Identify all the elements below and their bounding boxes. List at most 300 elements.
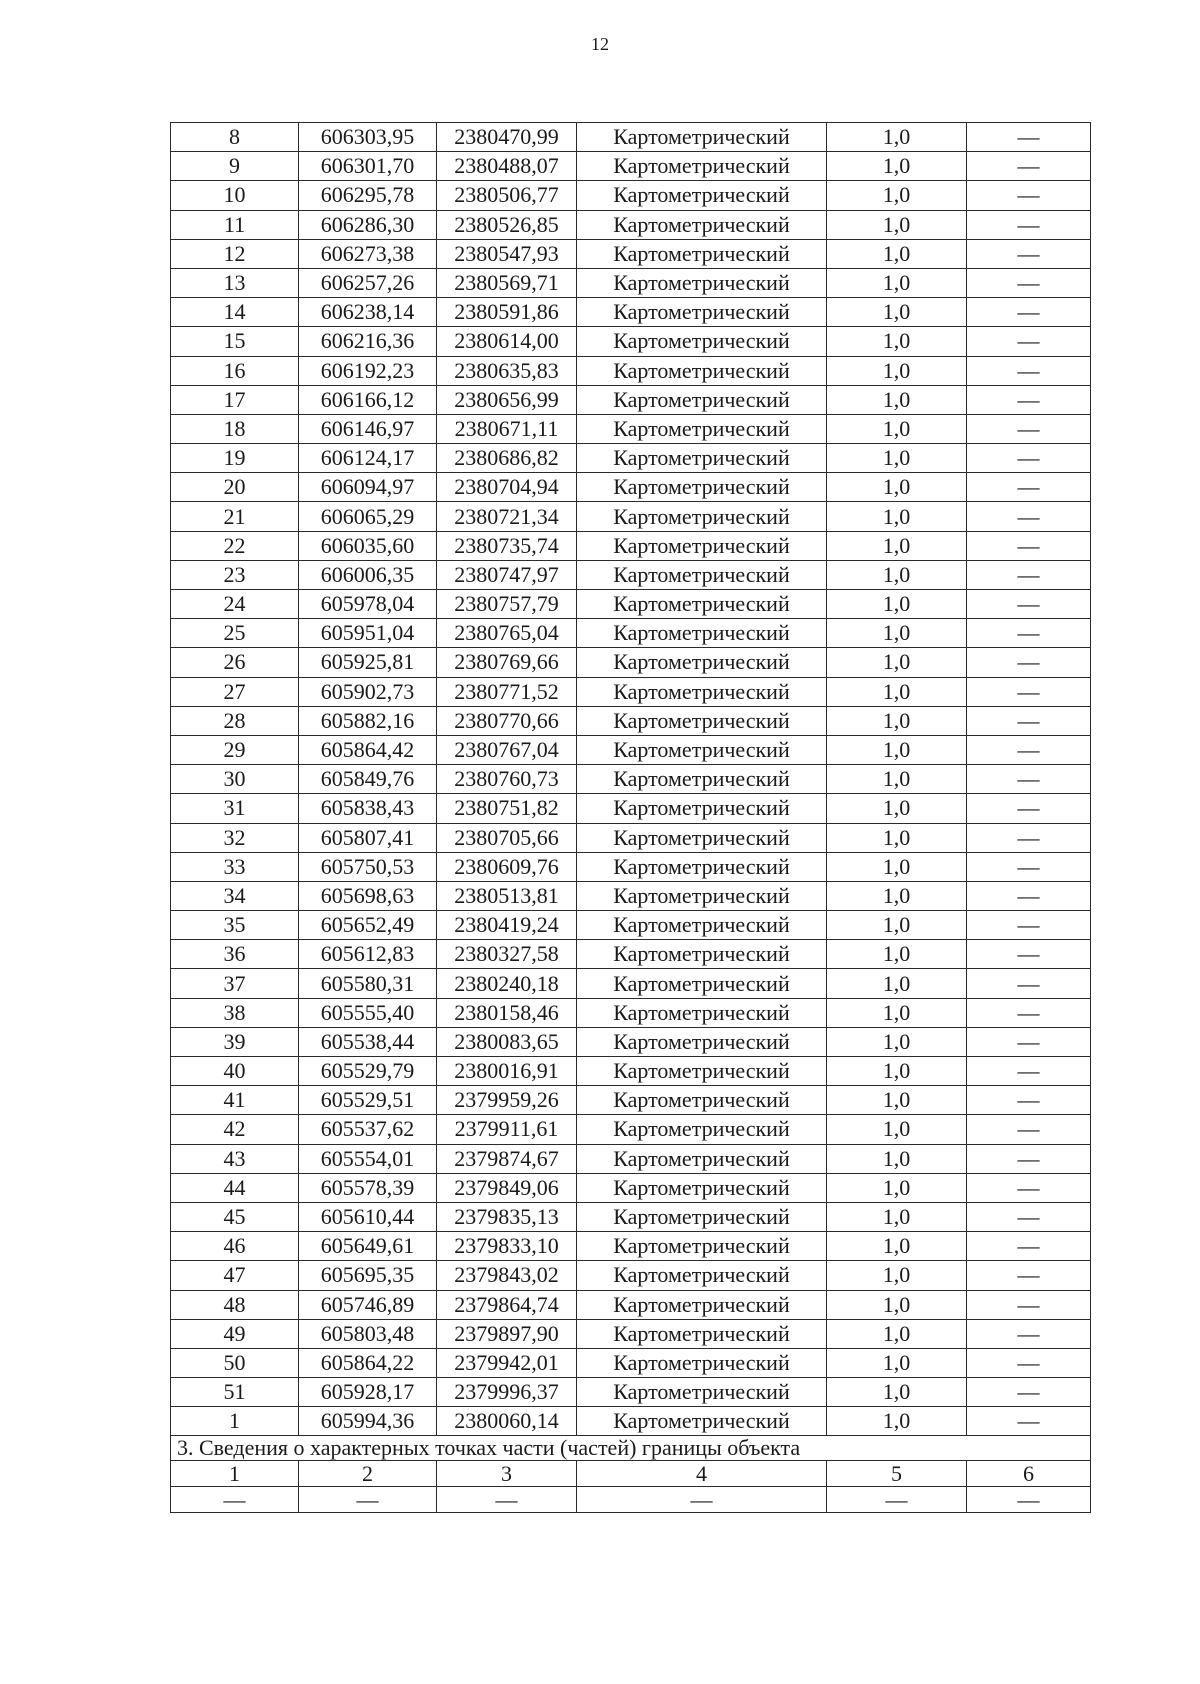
x-coordinate-cell: 605838,43	[299, 794, 437, 823]
section-3-header-cell: 5	[827, 1461, 967, 1487]
x-coordinate-cell: 605849,76	[299, 765, 437, 794]
page-number: 12	[591, 34, 609, 54]
method-cell: Картометрический	[577, 268, 827, 297]
method-cell: Картометрический	[577, 414, 827, 443]
section-3-value-cell: —	[577, 1487, 827, 1513]
point-number-cell: 1	[171, 1407, 299, 1436]
table-row	[171, 327, 1091, 356]
accuracy-cell: 1,0	[827, 881, 967, 910]
x-coordinate-cell: 605554,01	[299, 1144, 437, 1173]
y-coordinate-cell: 2380506,77	[437, 181, 577, 210]
method-cell: Картометрический	[577, 1319, 827, 1348]
table-row	[171, 1057, 1091, 1086]
accuracy-cell: 1,0	[827, 268, 967, 297]
x-coordinate-cell: 605529,79	[299, 1057, 437, 1086]
description-cell: —	[967, 444, 1091, 473]
accuracy-cell: 1,0	[827, 1232, 967, 1261]
point-number-cell: 34	[171, 881, 299, 910]
point-number-cell: 27	[171, 677, 299, 706]
description-cell: —	[967, 123, 1091, 152]
y-coordinate-cell: 2380419,24	[437, 911, 577, 940]
table-row	[171, 502, 1091, 531]
method-cell: Картометрический	[577, 1348, 827, 1377]
section-3-value-cell: —	[299, 1487, 437, 1513]
x-coordinate-cell: 606295,78	[299, 181, 437, 210]
y-coordinate-cell: 2380327,58	[437, 940, 577, 969]
y-coordinate-cell: 2380767,04	[437, 735, 577, 764]
y-coordinate-cell: 2380747,97	[437, 560, 577, 589]
description-cell: —	[967, 1378, 1091, 1407]
y-coordinate-cell: 2379835,13	[437, 1202, 577, 1231]
method-cell: Картометрический	[577, 298, 827, 327]
x-coordinate-cell: 606035,60	[299, 531, 437, 560]
method-cell: Картометрический	[577, 765, 827, 794]
point-number-cell: 30	[171, 765, 299, 794]
section-3-title-row	[171, 1436, 1091, 1461]
table-row	[171, 1378, 1091, 1407]
y-coordinate-cell: 2380470,99	[437, 123, 577, 152]
table-row	[171, 123, 1091, 152]
y-coordinate-cell: 2380760,73	[437, 765, 577, 794]
section-3-title: 3. Сведения о характерных точках части (частей) границы объекта	[171, 1436, 1091, 1461]
description-cell: —	[967, 181, 1091, 210]
y-coordinate-cell: 2380083,65	[437, 1027, 577, 1056]
description-cell: —	[967, 1115, 1091, 1144]
point-number-cell: 19	[171, 444, 299, 473]
x-coordinate-cell: 605695,35	[299, 1261, 437, 1290]
x-coordinate-cell: 605537,62	[299, 1115, 437, 1144]
x-coordinate-cell: 605612,83	[299, 940, 437, 969]
description-cell: —	[967, 1086, 1091, 1115]
description-cell: —	[967, 940, 1091, 969]
description-cell: —	[967, 473, 1091, 502]
section-3-header-cell: 6	[967, 1461, 1091, 1487]
accuracy-cell: 1,0	[827, 385, 967, 414]
accuracy-cell: 1,0	[827, 794, 967, 823]
x-coordinate-cell: 605928,17	[299, 1378, 437, 1407]
accuracy-cell: 1,0	[827, 619, 967, 648]
x-coordinate-cell: 606286,30	[299, 210, 437, 239]
point-number-cell: 23	[171, 560, 299, 589]
description-cell: —	[967, 706, 1091, 735]
method-cell: Картометрический	[577, 619, 827, 648]
table-row	[171, 823, 1091, 852]
method-cell: Картометрический	[577, 1407, 827, 1436]
description-cell: —	[967, 1027, 1091, 1056]
accuracy-cell: 1,0	[827, 414, 967, 443]
point-number-cell: 32	[171, 823, 299, 852]
method-cell: Картометрический	[577, 1173, 827, 1202]
x-coordinate-cell: 605978,04	[299, 590, 437, 619]
method-cell: Картометрический	[577, 940, 827, 969]
point-number-cell: 37	[171, 969, 299, 998]
x-coordinate-cell: 606166,12	[299, 385, 437, 414]
y-coordinate-cell: 2380016,91	[437, 1057, 577, 1086]
table-row	[171, 356, 1091, 385]
accuracy-cell: 1,0	[827, 823, 967, 852]
point-number-cell: 29	[171, 735, 299, 764]
point-number-cell: 46	[171, 1232, 299, 1261]
x-coordinate-cell: 605538,44	[299, 1027, 437, 1056]
y-coordinate-cell: 2380686,82	[437, 444, 577, 473]
point-number-cell: 38	[171, 998, 299, 1027]
points-table-body	[171, 123, 1091, 1436]
method-cell: Картометрический	[577, 677, 827, 706]
x-coordinate-cell: 606301,70	[299, 152, 437, 181]
x-coordinate-cell: 606303,95	[299, 123, 437, 152]
accuracy-cell: 1,0	[827, 1348, 967, 1377]
y-coordinate-cell: 2380609,76	[437, 852, 577, 881]
table-row	[171, 385, 1091, 414]
y-coordinate-cell: 2379897,90	[437, 1319, 577, 1348]
table-row	[171, 794, 1091, 823]
description-cell: —	[967, 502, 1091, 531]
x-coordinate-cell: 605925,81	[299, 648, 437, 677]
accuracy-cell: 1,0	[827, 473, 967, 502]
x-coordinate-cell: 606065,29	[299, 502, 437, 531]
x-coordinate-cell: 605746,89	[299, 1290, 437, 1319]
x-coordinate-cell: 606216,36	[299, 327, 437, 356]
section-3-header-row	[171, 1461, 1091, 1487]
x-coordinate-cell: 606006,35	[299, 560, 437, 589]
y-coordinate-cell: 2380770,66	[437, 706, 577, 735]
x-coordinate-cell: 605994,36	[299, 1407, 437, 1436]
description-cell: —	[967, 677, 1091, 706]
accuracy-cell: 1,0	[827, 735, 967, 764]
method-cell: Картометрический	[577, 881, 827, 910]
point-number-cell: 41	[171, 1086, 299, 1115]
x-coordinate-cell: 605610,44	[299, 1202, 437, 1231]
table-row	[171, 590, 1091, 619]
table-row	[171, 1144, 1091, 1173]
point-number-cell: 24	[171, 590, 299, 619]
y-coordinate-cell: 2380757,79	[437, 590, 577, 619]
section-3-header-cell: 1	[171, 1461, 299, 1487]
table-row	[171, 414, 1091, 443]
accuracy-cell: 1,0	[827, 1173, 967, 1202]
accuracy-cell: 1,0	[827, 502, 967, 531]
table-row	[171, 1407, 1091, 1436]
description-cell: —	[967, 735, 1091, 764]
description-cell: —	[967, 1173, 1091, 1202]
table-row	[171, 881, 1091, 910]
point-number-cell: 47	[171, 1261, 299, 1290]
x-coordinate-cell: 605578,39	[299, 1173, 437, 1202]
table-row	[171, 181, 1091, 210]
description-cell: —	[967, 911, 1091, 940]
method-cell: Картометрический	[577, 1027, 827, 1056]
accuracy-cell: 1,0	[827, 998, 967, 1027]
table-row	[171, 1319, 1091, 1348]
y-coordinate-cell: 2379911,61	[437, 1115, 577, 1144]
description-cell: —	[967, 765, 1091, 794]
y-coordinate-cell: 2380769,66	[437, 648, 577, 677]
table-row	[171, 298, 1091, 327]
point-number-cell: 20	[171, 473, 299, 502]
table-row	[171, 268, 1091, 297]
accuracy-cell: 1,0	[827, 123, 967, 152]
x-coordinate-cell: 606238,14	[299, 298, 437, 327]
x-coordinate-cell: 606192,23	[299, 356, 437, 385]
method-cell: Картометрический	[577, 823, 827, 852]
table-row	[171, 239, 1091, 268]
x-coordinate-cell: 605580,31	[299, 969, 437, 998]
point-number-cell: 39	[171, 1027, 299, 1056]
description-cell: —	[967, 881, 1091, 910]
description-cell: —	[967, 210, 1091, 239]
y-coordinate-cell: 2380705,66	[437, 823, 577, 852]
section-3-value-cell: —	[437, 1487, 577, 1513]
y-coordinate-cell: 2380721,34	[437, 502, 577, 531]
accuracy-cell: 1,0	[827, 1202, 967, 1231]
method-cell: Картометрический	[577, 1290, 827, 1319]
accuracy-cell: 1,0	[827, 239, 967, 268]
y-coordinate-cell: 2380591,86	[437, 298, 577, 327]
accuracy-cell: 1,0	[827, 1261, 967, 1290]
table-row	[171, 969, 1091, 998]
table-row	[171, 473, 1091, 502]
x-coordinate-cell: 605882,16	[299, 706, 437, 735]
description-cell: —	[967, 1232, 1091, 1261]
description-cell: —	[967, 823, 1091, 852]
y-coordinate-cell: 2380526,85	[437, 210, 577, 239]
description-cell: —	[967, 327, 1091, 356]
accuracy-cell: 1,0	[827, 677, 967, 706]
point-number-cell: 12	[171, 239, 299, 268]
description-cell: —	[967, 1261, 1091, 1290]
point-number-cell: 48	[171, 1290, 299, 1319]
method-cell: Картометрический	[577, 969, 827, 998]
table-row	[171, 152, 1091, 181]
method-cell: Картометрический	[577, 181, 827, 210]
point-number-cell: 33	[171, 852, 299, 881]
table-row	[171, 210, 1091, 239]
table-row	[171, 735, 1091, 764]
x-coordinate-cell: 605529,51	[299, 1086, 437, 1115]
method-cell: Картометрический	[577, 473, 827, 502]
section-3-header-cell: 4	[577, 1461, 827, 1487]
table-row	[171, 1348, 1091, 1377]
point-number-cell: 17	[171, 385, 299, 414]
method-cell: Картометрический	[577, 502, 827, 531]
point-number-cell: 25	[171, 619, 299, 648]
y-coordinate-cell: 2380671,11	[437, 414, 577, 443]
method-cell: Картометрический	[577, 852, 827, 881]
boundary-points-table	[170, 122, 1091, 1513]
table-row	[171, 1232, 1091, 1261]
y-coordinate-cell: 2380614,00	[437, 327, 577, 356]
table-row	[171, 1290, 1091, 1319]
description-cell: —	[967, 1407, 1091, 1436]
accuracy-cell: 1,0	[827, 1378, 967, 1407]
method-cell: Картометрический	[577, 152, 827, 181]
accuracy-cell: 1,0	[827, 1144, 967, 1173]
x-coordinate-cell: 605902,73	[299, 677, 437, 706]
section-3-value-cell: —	[967, 1487, 1091, 1513]
section-3-value-cell: —	[827, 1487, 967, 1513]
method-cell: Картометрический	[577, 239, 827, 268]
y-coordinate-cell: 2379843,02	[437, 1261, 577, 1290]
description-cell: —	[967, 648, 1091, 677]
accuracy-cell: 1,0	[827, 1027, 967, 1056]
y-coordinate-cell: 2380569,71	[437, 268, 577, 297]
method-cell: Картометрический	[577, 1086, 827, 1115]
method-cell: Картометрический	[577, 1378, 827, 1407]
description-cell: —	[967, 531, 1091, 560]
x-coordinate-cell: 605803,48	[299, 1319, 437, 1348]
y-coordinate-cell: 2380060,14	[437, 1407, 577, 1436]
point-number-cell: 9	[171, 152, 299, 181]
method-cell: Картометрический	[577, 560, 827, 589]
description-cell: —	[967, 560, 1091, 589]
accuracy-cell: 1,0	[827, 590, 967, 619]
table-row	[171, 765, 1091, 794]
table-row	[171, 444, 1091, 473]
y-coordinate-cell: 2379864,74	[437, 1290, 577, 1319]
table-row	[171, 648, 1091, 677]
method-cell: Картометрический	[577, 531, 827, 560]
accuracy-cell: 1,0	[827, 181, 967, 210]
x-coordinate-cell: 605864,22	[299, 1348, 437, 1377]
point-number-cell: 42	[171, 1115, 299, 1144]
point-number-cell: 14	[171, 298, 299, 327]
method-cell: Картометрический	[577, 385, 827, 414]
accuracy-cell: 1,0	[827, 1319, 967, 1348]
table-row	[171, 1261, 1091, 1290]
y-coordinate-cell: 2380771,52	[437, 677, 577, 706]
point-number-cell: 15	[171, 327, 299, 356]
method-cell: Картометрический	[577, 123, 827, 152]
description-cell: —	[967, 385, 1091, 414]
accuracy-cell: 1,0	[827, 298, 967, 327]
description-cell: —	[967, 356, 1091, 385]
y-coordinate-cell: 2379959,26	[437, 1086, 577, 1115]
description-cell: —	[967, 239, 1091, 268]
description-cell: —	[967, 414, 1091, 443]
accuracy-cell: 1,0	[827, 1086, 967, 1115]
description-cell: —	[967, 1057, 1091, 1086]
y-coordinate-cell: 2380635,83	[437, 356, 577, 385]
method-cell: Картометрический	[577, 1115, 827, 1144]
point-number-cell: 49	[171, 1319, 299, 1348]
accuracy-cell: 1,0	[827, 152, 967, 181]
method-cell: Картометрический	[577, 1261, 827, 1290]
table-row	[171, 1115, 1091, 1144]
description-cell: —	[967, 152, 1091, 181]
description-cell: —	[967, 794, 1091, 823]
point-number-cell: 36	[171, 940, 299, 969]
table-row	[171, 940, 1091, 969]
description-cell: —	[967, 619, 1091, 648]
table-row	[171, 852, 1091, 881]
y-coordinate-cell: 2380547,93	[437, 239, 577, 268]
x-coordinate-cell: 605807,41	[299, 823, 437, 852]
section-3-header-cell: 2	[299, 1461, 437, 1487]
method-cell: Картометрический	[577, 735, 827, 764]
description-cell: —	[967, 1144, 1091, 1173]
x-coordinate-cell: 605951,04	[299, 619, 437, 648]
accuracy-cell: 1,0	[827, 327, 967, 356]
point-number-cell: 31	[171, 794, 299, 823]
table-row	[171, 1202, 1091, 1231]
accuracy-cell: 1,0	[827, 444, 967, 473]
accuracy-cell: 1,0	[827, 648, 967, 677]
table-row	[171, 911, 1091, 940]
accuracy-cell: 1,0	[827, 1290, 967, 1319]
method-cell: Картометрический	[577, 1202, 827, 1231]
x-coordinate-cell: 606257,26	[299, 268, 437, 297]
y-coordinate-cell: 2380735,74	[437, 531, 577, 560]
point-number-cell: 22	[171, 531, 299, 560]
y-coordinate-cell: 2379833,10	[437, 1232, 577, 1261]
description-cell: —	[967, 1348, 1091, 1377]
method-cell: Картометрический	[577, 1057, 827, 1086]
accuracy-cell: 1,0	[827, 1407, 967, 1436]
description-cell: —	[967, 1290, 1091, 1319]
description-cell: —	[967, 590, 1091, 619]
table-row	[171, 619, 1091, 648]
accuracy-cell: 1,0	[827, 852, 967, 881]
accuracy-cell: 1,0	[827, 356, 967, 385]
description-cell: —	[967, 1202, 1091, 1231]
table-row	[171, 531, 1091, 560]
y-coordinate-cell: 2379874,67	[437, 1144, 577, 1173]
x-coordinate-cell: 606124,17	[299, 444, 437, 473]
method-cell: Картометрический	[577, 1144, 827, 1173]
accuracy-cell: 1,0	[827, 210, 967, 239]
accuracy-cell: 1,0	[827, 531, 967, 560]
table-row	[171, 706, 1091, 735]
y-coordinate-cell: 2380488,07	[437, 152, 577, 181]
point-number-cell: 50	[171, 1348, 299, 1377]
section-3-value-row	[171, 1487, 1091, 1513]
y-coordinate-cell: 2379942,01	[437, 1348, 577, 1377]
point-number-cell: 10	[171, 181, 299, 210]
x-coordinate-cell: 606273,38	[299, 239, 437, 268]
description-cell: —	[967, 268, 1091, 297]
x-coordinate-cell: 605652,49	[299, 911, 437, 940]
x-coordinate-cell: 606094,97	[299, 473, 437, 502]
y-coordinate-cell: 2380765,04	[437, 619, 577, 648]
table-row	[171, 1027, 1091, 1056]
y-coordinate-cell: 2380751,82	[437, 794, 577, 823]
method-cell: Картометрический	[577, 706, 827, 735]
point-number-cell: 28	[171, 706, 299, 735]
x-coordinate-cell: 605555,40	[299, 998, 437, 1027]
point-number-cell: 13	[171, 268, 299, 297]
x-coordinate-cell: 605750,53	[299, 852, 437, 881]
point-number-cell: 11	[171, 210, 299, 239]
y-coordinate-cell: 2380158,46	[437, 998, 577, 1027]
accuracy-cell: 1,0	[827, 1057, 967, 1086]
point-number-cell: 16	[171, 356, 299, 385]
table-row	[171, 677, 1091, 706]
table-row	[171, 998, 1091, 1027]
y-coordinate-cell: 2379849,06	[437, 1173, 577, 1202]
point-number-cell: 18	[171, 414, 299, 443]
accuracy-cell: 1,0	[827, 560, 967, 589]
y-coordinate-cell: 2380656,99	[437, 385, 577, 414]
section-3-header-cell: 3	[437, 1461, 577, 1487]
description-cell: —	[967, 298, 1091, 327]
accuracy-cell: 1,0	[827, 969, 967, 998]
section-3	[171, 1436, 1091, 1513]
y-coordinate-cell: 2379996,37	[437, 1378, 577, 1407]
description-cell: —	[967, 969, 1091, 998]
y-coordinate-cell: 2380240,18	[437, 969, 577, 998]
method-cell: Картометрический	[577, 794, 827, 823]
section-3-value-cell: —	[171, 1487, 299, 1513]
